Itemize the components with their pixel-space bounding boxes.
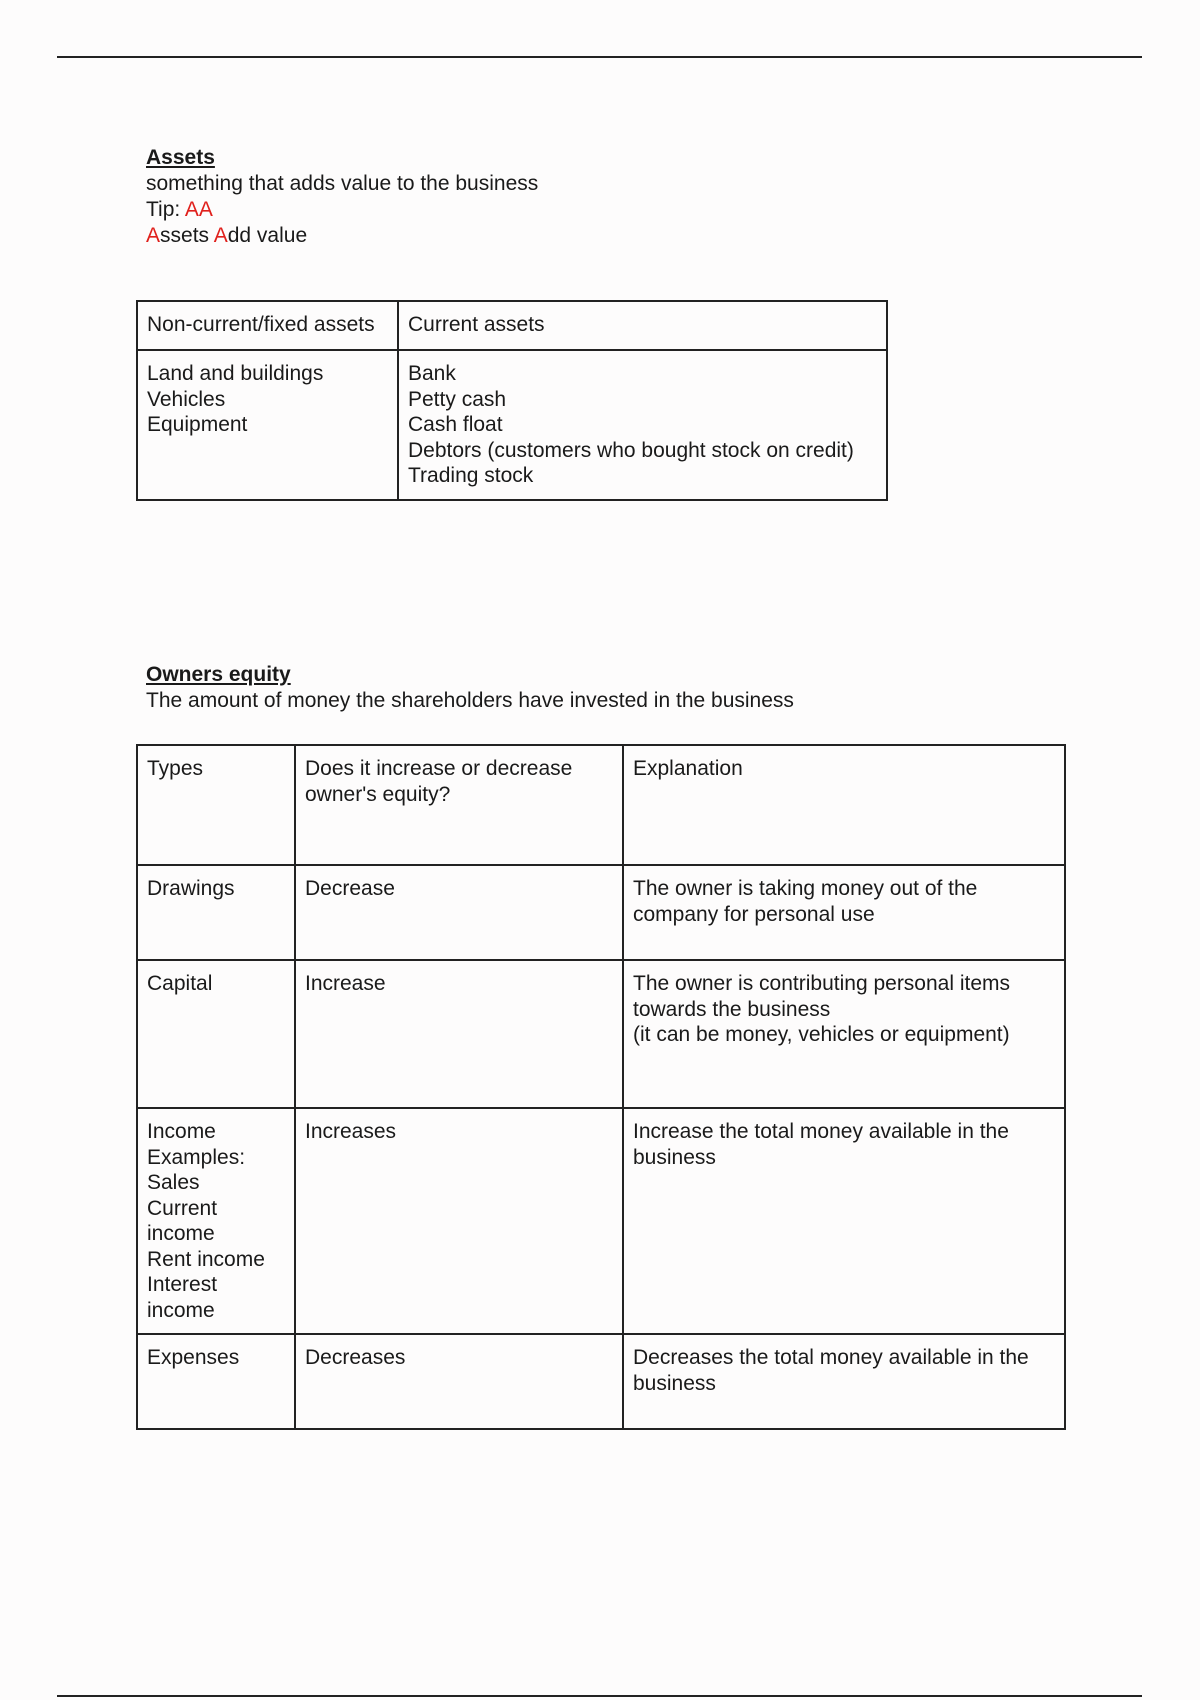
assets-definition: something that adds value to the business <box>146 172 539 195</box>
explanation-cell <box>623 1108 1065 1334</box>
current-item: Petty cash <box>408 387 507 411</box>
type-line: Rent income <box>147 1247 265 1271</box>
assets-table <box>136 300 888 501</box>
equity-table <box>136 744 1066 1430</box>
type-line: Interest income <box>147 1273 218 1322</box>
type-line: Drawings <box>147 877 235 900</box>
effect-cell: Increase <box>295 960 623 1108</box>
explanation-line: The owner is taking money out of the company for personal use <box>633 877 978 926</box>
mnemonic-rest1: ssets <box>160 224 214 247</box>
equity-header-types: Types <box>137 745 295 865</box>
type-cell <box>137 865 295 960</box>
noncurrent-item: Equipment <box>147 413 248 436</box>
explanation-line: Increase the total money available in the business <box>633 1120 1009 1169</box>
current-item: Debtors (customers who bought stock on credit) <box>408 438 854 462</box>
assets-table-row <box>137 350 887 500</box>
explanation-cell <box>623 1334 1065 1429</box>
table-row <box>137 960 1065 1108</box>
table-row <box>137 1334 1065 1429</box>
assets-section <box>146 145 538 249</box>
noncurrent-item: Land and buildings <box>147 362 324 385</box>
current-assets-list <box>398 350 887 500</box>
type-line: Sales <box>147 1171 200 1194</box>
type-line: Capital <box>147 972 213 995</box>
assets-table-header-row <box>137 301 887 350</box>
type-cell <box>137 960 295 1108</box>
tip-label: Tip: <box>146 198 185 221</box>
noncurrent-assets-list <box>137 350 398 500</box>
header-rule <box>57 56 1142 58</box>
current-item: Cash float <box>408 413 503 436</box>
equity-section <box>146 662 794 714</box>
effect-cell: Decreases <box>295 1334 623 1429</box>
mnemonic-a2: A <box>213 224 228 247</box>
assets-header-current: Current assets <box>398 301 887 350</box>
effect-cell: Decrease <box>295 865 623 960</box>
assets-heading: Assets <box>146 146 215 169</box>
equity-heading: Owners equity <box>146 663 291 686</box>
footer-rule <box>57 1695 1142 1697</box>
type-line: Income <box>147 1120 216 1143</box>
type-cell <box>137 1334 295 1429</box>
type-line: Examples: <box>147 1145 246 1169</box>
explanation-line: Decreases the total money available in the business <box>633 1346 1029 1395</box>
effect-cell: Increases <box>295 1108 623 1334</box>
explanation-line: (it can be money, vehicles or equipment) <box>633 1023 1010 1046</box>
table-row <box>137 865 1065 960</box>
mnemonic-a1: A <box>146 224 161 247</box>
equity-header-effect: Does it increase or decrease owner's equity? <box>295 745 623 865</box>
explanation-cell <box>623 865 1065 960</box>
equity-header-explanation: Explanation <box>623 745 1065 865</box>
equity-definition: The amount of money the shareholders have invested in the business <box>146 689 794 712</box>
assets-mnemonic <box>146 223 538 249</box>
type-line: Current income <box>147 1196 218 1245</box>
noncurrent-item: Vehicles <box>147 387 226 411</box>
type-line: Expenses <box>147 1346 240 1369</box>
equity-table-header-row <box>137 745 1065 865</box>
explanation-line: The owner is contributing personal items towards the business <box>633 972 1011 1021</box>
explanation-cell <box>623 960 1065 1108</box>
table-row <box>137 1108 1065 1334</box>
assets-header-noncurrent: Non-current/fixed assets <box>137 301 398 350</box>
tip-value: AA <box>184 198 213 221</box>
mnemonic-rest2: dd value <box>227 224 308 247</box>
current-item: Trading stock <box>408 464 534 487</box>
assets-tip <box>146 197 538 223</box>
current-item: Bank <box>408 362 456 385</box>
type-cell <box>137 1108 295 1334</box>
